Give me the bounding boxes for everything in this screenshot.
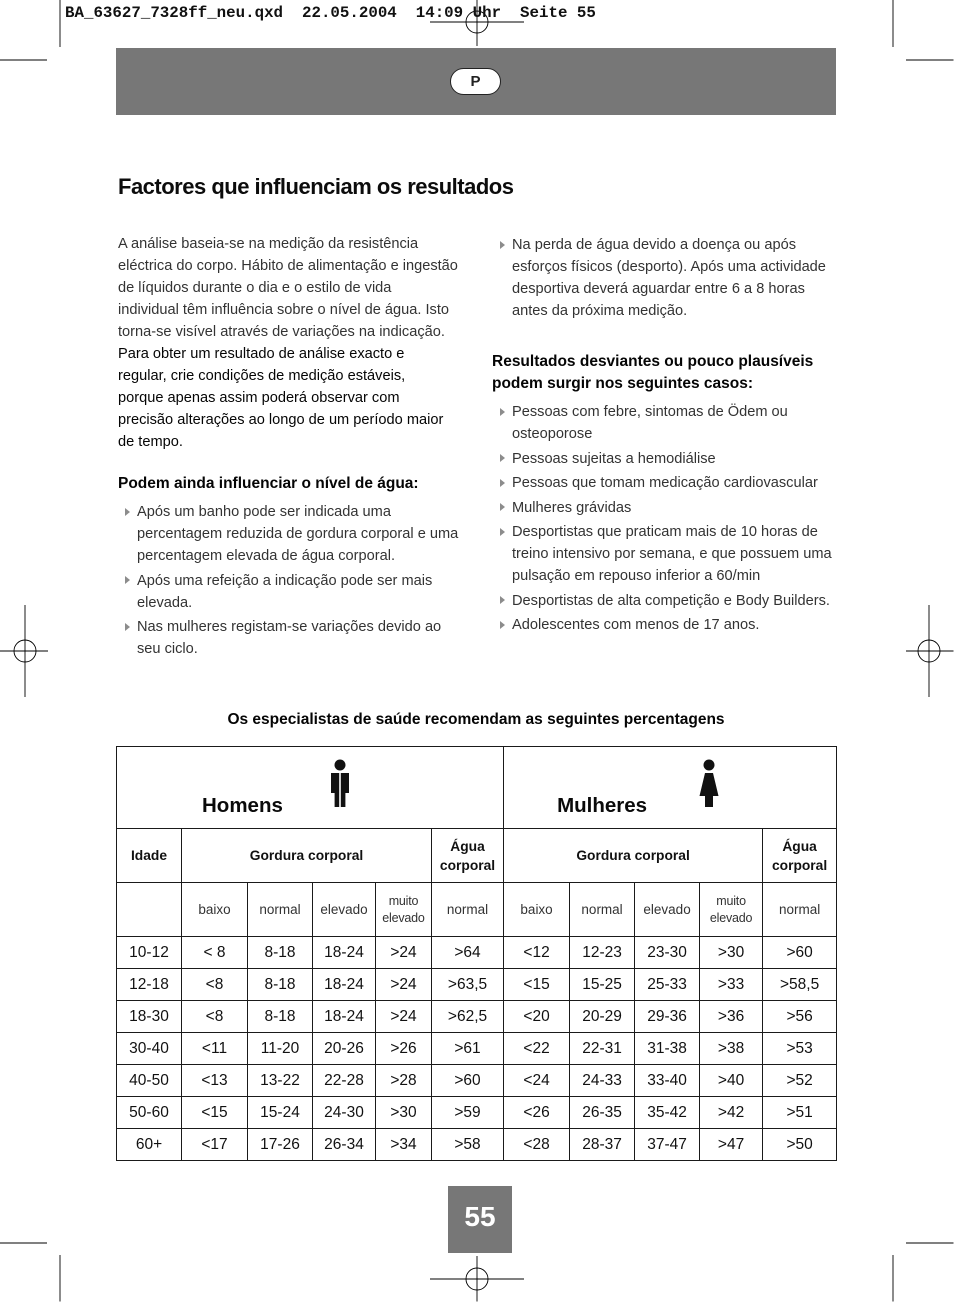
women-fat-very-high-cell: >36 — [700, 1001, 763, 1033]
list-item-text: Pessoas sujeitas a hemodiálise — [512, 450, 716, 467]
women-header — [504, 747, 836, 828]
women-fat-low-cell: <15 — [504, 969, 570, 1001]
women-fat-very-high-cell: >30 — [700, 937, 763, 969]
women-fat-normal-cell: 26-35 — [570, 1097, 635, 1129]
column-header-row — [117, 829, 837, 883]
men-fat-very-high-header-cell: muito elevado — [376, 883, 432, 937]
crop-mark-top-right — [893, 0, 954, 60]
women-body-fat-header-cell: Gordura corporal — [504, 829, 763, 883]
men-fat-high-cell: 24-30 — [313, 1097, 376, 1129]
man-icon — [330, 759, 350, 807]
list-item-text: Adolescentes com menos de 17 anos. — [512, 617, 760, 633]
list-item — [118, 570, 470, 614]
table-heading: Os especialistas de saúde recomendam as seguintes percentagens — [227, 711, 725, 728]
women-fat-high-cell: 23-30 — [635, 937, 700, 969]
triangle-right-icon — [500, 528, 505, 536]
triangle-right-icon — [500, 454, 505, 462]
water-factors-list — [118, 501, 470, 660]
crop-mark-bottom-right — [893, 1243, 954, 1302]
list-item — [492, 401, 836, 445]
table-row — [117, 969, 837, 1001]
men-body-fat-header-cell: Gordura corporal — [182, 829, 432, 883]
age-cell: 60+ — [117, 1129, 182, 1161]
women-fat-very-high-cell: >42 — [700, 1097, 763, 1129]
table-row — [117, 1129, 837, 1161]
list-item-text: Após um banho pode ser indicada uma percentagem reduzida de gordura corporal e uma percentagem elevada de água corporal. — [137, 504, 459, 564]
list-item-text: Na perda de água devido a doença ou após esforços físicos (desporto). Após uma actividade desportiva deverá aguardar entre 6 a 8 horas antes da próxima medição. — [512, 237, 826, 319]
men-fat-very-high-cell: >26 — [376, 1033, 432, 1065]
list-item — [492, 448, 836, 470]
women-fat-very-high-cell: >40 — [700, 1065, 763, 1097]
men-fat-normal-header-cell: normal — [248, 883, 313, 937]
men-fat-low-header-cell: baixo — [182, 883, 248, 937]
women-fat-very-high-header-cell: muito elevado — [700, 883, 763, 937]
women-fat-high-header-cell: elevado — [635, 883, 700, 937]
water-loss-list — [492, 234, 836, 322]
crop-mark-bottom-left — [0, 1243, 60, 1302]
women-fat-high-cell: 35-42 — [635, 1097, 700, 1129]
men-fat-very-high-cell: >34 — [376, 1129, 432, 1161]
table-row — [117, 1033, 837, 1065]
gender-header-row — [117, 747, 837, 829]
men-fat-normal-cell: 15-24 — [248, 1097, 313, 1129]
women-body-water-header-cell: Água corporal — [763, 829, 837, 883]
triangle-right-icon — [125, 508, 130, 516]
men-fat-high-cell: 18-24 — [313, 969, 376, 1001]
table-row — [117, 1097, 837, 1129]
women-fat-normal-cell: 24-33 — [570, 1065, 635, 1097]
page-number: 55 — [448, 1186, 512, 1253]
women-fat-normal-cell: 22-31 — [570, 1033, 635, 1065]
list-item-text: Após uma refeição a indicação pode ser mais elevada. — [137, 572, 433, 611]
men-fat-normal-cell: 17-26 — [248, 1129, 313, 1161]
women-fat-normal-cell: 28-37 — [570, 1129, 635, 1161]
women-water-normal-cell: >53 — [763, 1033, 837, 1065]
women-fat-low-cell: <20 — [504, 1001, 570, 1033]
women-label: Mulheres — [557, 794, 648, 817]
triangle-right-icon — [500, 596, 505, 604]
list-item — [492, 472, 836, 494]
age-cell: 12-18 — [117, 969, 182, 1001]
men-fat-normal-cell: 8-18 — [248, 937, 313, 969]
list-item-text: Pessoas com febre, sintomas de Ödem ou osteoporose — [512, 404, 788, 442]
triangle-right-icon — [125, 576, 130, 584]
woman-icon-dress — [700, 773, 719, 807]
table-body — [117, 747, 837, 1161]
men-water-normal-cell: >59 — [432, 1097, 504, 1129]
list-item — [492, 521, 836, 587]
men-water-normal-cell: >64 — [432, 937, 504, 969]
triangle-right-icon — [500, 621, 505, 629]
triangle-right-icon — [500, 503, 505, 511]
level-header-row — [117, 883, 837, 937]
men-fat-high-cell: 20-26 — [313, 1033, 376, 1065]
men-header — [117, 747, 503, 828]
men-fat-very-high-cell: >30 — [376, 1097, 432, 1129]
language-badge: P — [450, 68, 501, 95]
women-fat-low-cell: <26 — [504, 1097, 570, 1129]
men-fat-normal-cell: 13-22 — [248, 1065, 313, 1097]
women-water-normal-cell: >51 — [763, 1097, 837, 1129]
list-item-text: Mulheres grávidas — [512, 499, 632, 516]
men-fat-low-cell: <8 — [182, 969, 248, 1001]
page-title: Factores que influenciam os resultados — [118, 174, 514, 199]
men-fat-high-cell: 18-24 — [313, 937, 376, 969]
men-fat-low-cell: <17 — [182, 1129, 248, 1161]
men-fat-low-cell: < 8 — [182, 937, 248, 969]
women-fat-low-cell: <12 — [504, 937, 570, 969]
women-fat-very-high-cell: >47 — [700, 1129, 763, 1161]
men-fat-low-cell: <13 — [182, 1065, 248, 1097]
water-factors-subheading: Podem ainda influenciar o nível de água: — [118, 475, 419, 492]
men-fat-normal-cell: 11-20 — [248, 1033, 313, 1065]
men-fat-low-cell: <8 — [182, 1001, 248, 1033]
women-water-normal-cell: >56 — [763, 1001, 837, 1033]
triangle-right-icon — [500, 479, 505, 487]
men-fat-low-cell: <11 — [182, 1033, 248, 1065]
men-fat-high-cell: 18-24 — [313, 1001, 376, 1033]
list-item — [118, 501, 470, 567]
empty-header-cell — [117, 883, 182, 937]
age-cell: 30-40 — [117, 1033, 182, 1065]
woman-icon-head — [704, 760, 715, 771]
age-cell: 10-12 — [117, 937, 182, 969]
age-cell: 50-60 — [117, 1097, 182, 1129]
list-item-text: Nas mulheres registam-se variações devido ao seu ciclo. — [137, 619, 442, 657]
age-header-cell: Idade — [117, 829, 182, 883]
list-item — [492, 234, 836, 322]
men-water-normal-cell: >61 — [432, 1033, 504, 1065]
men-fat-very-high-cell: >24 — [376, 969, 432, 1001]
deviating-results-subheading: Resultados desviantes ou pouco plausíveis podem surgir nos seguintes casos: — [492, 353, 814, 392]
triangle-right-icon — [500, 408, 505, 416]
woman-icon — [699, 759, 719, 807]
men-fat-low-cell: <15 — [182, 1097, 248, 1129]
men-body-water-header-cell: Água corporal — [432, 829, 504, 883]
women-fat-low-cell: <22 — [504, 1033, 570, 1065]
table-row — [117, 1001, 837, 1033]
women-water-normal-cell: >58,5 — [763, 969, 837, 1001]
women-fat-normal-cell: 20-29 — [570, 1001, 635, 1033]
women-header-cell — [504, 747, 837, 829]
header-banner — [116, 48, 836, 115]
men-fat-normal-cell: 8-18 — [248, 1001, 313, 1033]
registration-mark-bottom — [430, 1256, 524, 1302]
men-water-normal-header-cell: normal — [432, 883, 504, 937]
intro-paragraph: A análise baseia-se na medição da resistência eléctrica do corpo. Hábito de alimentação e ingestão de líquidos durante o dia e o estilo de vida individual têm influência sobre o nível de água. Isto torna-se visível através de variações na indicação. — [118, 236, 458, 340]
intro-emphasis-paragraph: Para obter um resultado de análise exacto e regular, crie condições de medição estáveis, porque apenas assim poderá observar com precisão alterações ao longo de um período maior de tempo. — [118, 346, 444, 450]
men-fat-very-high-cell: >24 — [376, 937, 432, 969]
man-icon-body-left — [331, 773, 339, 807]
women-water-normal-cell: >52 — [763, 1065, 837, 1097]
list-item — [492, 614, 836, 636]
registration-mark-left — [0, 605, 48, 697]
table-row — [117, 937, 837, 969]
list-item-text: Pessoas que tomam medicação cardiovascular — [512, 475, 818, 491]
women-water-normal-cell: >60 — [763, 937, 837, 969]
women-fat-low-cell: <28 — [504, 1129, 570, 1161]
women-fat-high-cell: 31-38 — [635, 1033, 700, 1065]
men-water-normal-cell: >63,5 — [432, 969, 504, 1001]
men-fat-high-header-cell: elevado — [313, 883, 376, 937]
women-fat-high-cell: 29-36 — [635, 1001, 700, 1033]
men-fat-normal-cell: 8-18 — [248, 969, 313, 1001]
men-fat-high-cell: 22-28 — [313, 1065, 376, 1097]
women-fat-high-cell: 37-47 — [635, 1129, 700, 1161]
age-cell: 40-50 — [117, 1065, 182, 1097]
list-item-text: Desportistas que praticam mais de 10 horas de treino intensivo por semana, e que possuem uma pulsação em repouso inferior a 60/min — [512, 524, 832, 584]
triangle-right-icon — [500, 241, 505, 249]
men-fat-very-high-cell: >24 — [376, 1001, 432, 1033]
registration-mark-right — [906, 605, 954, 697]
crop-mark-top-left — [0, 0, 60, 60]
men-fat-very-high-cell: >28 — [376, 1065, 432, 1097]
recommended-percentages-table — [116, 746, 837, 1161]
women-fat-very-high-cell: >38 — [700, 1033, 763, 1065]
women-water-normal-cell: >50 — [763, 1129, 837, 1161]
women-fat-normal-header-cell: normal — [570, 883, 635, 937]
women-fat-low-header-cell: baixo — [504, 883, 570, 937]
men-header-cell — [117, 747, 504, 829]
man-icon-head — [335, 760, 346, 771]
list-item — [492, 497, 836, 519]
women-fat-high-cell: 33-40 — [635, 1065, 700, 1097]
deviating-results-list — [492, 401, 836, 636]
women-fat-high-cell: 25-33 — [635, 969, 700, 1001]
triangle-right-icon — [125, 623, 130, 631]
list-item — [118, 616, 470, 660]
men-fat-high-cell: 26-34 — [313, 1129, 376, 1161]
men-label: Homens — [202, 794, 283, 817]
left-column — [118, 233, 470, 663]
men-water-normal-cell: >58 — [432, 1129, 504, 1161]
men-water-normal-cell: >60 — [432, 1065, 504, 1097]
women-fat-very-high-cell: >33 — [700, 969, 763, 1001]
file-slug-line: BA_63627_7328ff_neu.qxd 22.05.2004 14:09 Uhr Seite 55 — [65, 4, 596, 22]
men-water-normal-cell: >62,5 — [432, 1001, 504, 1033]
age-cell: 18-30 — [117, 1001, 182, 1033]
women-fat-normal-cell: 15-25 — [570, 969, 635, 1001]
women-water-normal-header-cell: normal — [763, 883, 837, 937]
list-item-text: Desportistas de alta competição e Body Builders. — [512, 592, 830, 609]
right-column — [492, 234, 836, 639]
man-icon-body-right — [341, 773, 349, 807]
women-fat-normal-cell: 12-23 — [570, 937, 635, 969]
list-item — [492, 590, 836, 612]
table-row — [117, 1065, 837, 1097]
women-fat-low-cell: <24 — [504, 1065, 570, 1097]
